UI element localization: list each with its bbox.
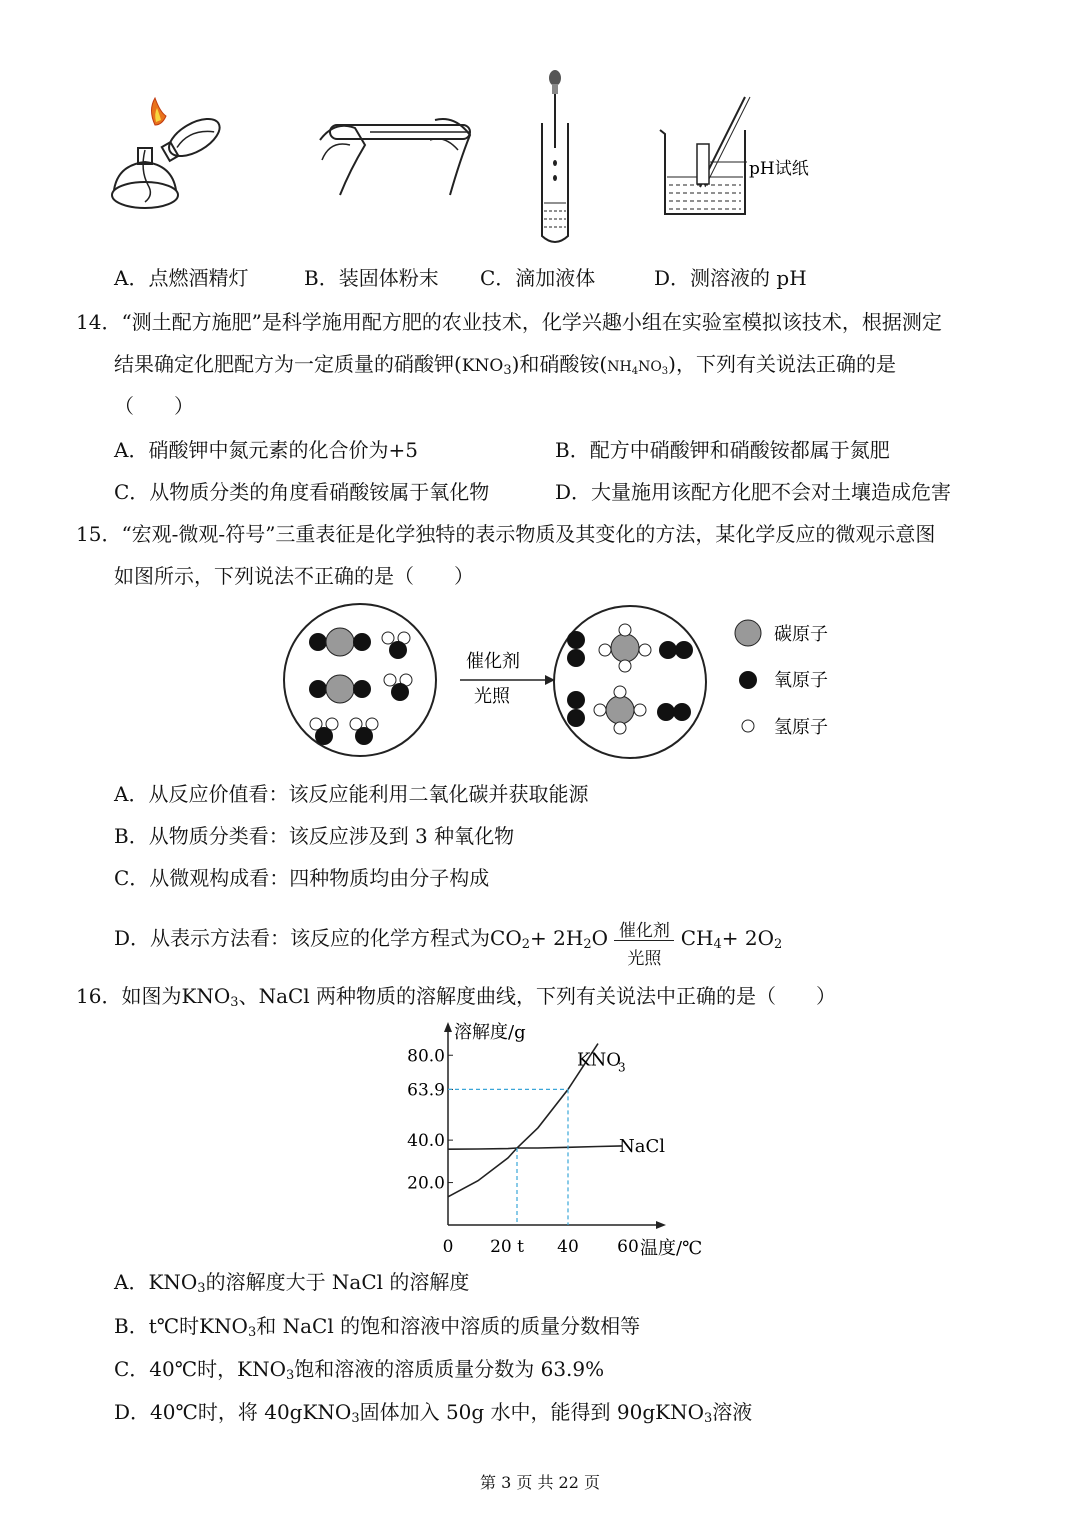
h2o-molecule xyxy=(384,674,412,701)
x-tick-label: 20 t xyxy=(490,1237,524,1257)
q13-option-a[interactable]: A．点燃酒精灯 xyxy=(114,266,249,290)
q13-option-c[interactable]: C．滴加液体 xyxy=(480,266,596,290)
legend-carbon-label: 碳原子 xyxy=(774,624,828,645)
ph-test-figure xyxy=(655,92,835,222)
o2-molecule xyxy=(567,691,585,727)
x-tick-label: 60 xyxy=(617,1237,639,1257)
co2-molecule xyxy=(309,628,371,656)
x-tick-label: 40 xyxy=(557,1237,579,1257)
o2-molecule xyxy=(659,641,693,659)
q16-option-a[interactable]: A．$KNO_3$的溶解度大于 NaCl 的溶解度 xyxy=(114,1270,470,1296)
q15-stem-line2: 如图所示，下列说法不正确的是（ ） xyxy=(114,564,474,588)
x-axis-arrow xyxy=(656,1221,666,1229)
ph-paper-label: pH试纸 xyxy=(749,159,809,179)
legend-carbon-icon xyxy=(735,620,761,646)
y-axis-arrow xyxy=(444,1022,452,1032)
series-label-nacl: NaCl xyxy=(619,1135,666,1157)
q14-option-d[interactable]: D．大量施用该配方化肥不会对土壤造成危害 xyxy=(555,480,952,504)
series-label-kno3-sub: 3 xyxy=(618,1060,626,1075)
q15-stem-line1: 15．“宏观-微观-符号”三重表征是化学独特的表示物质及其变化的方法，某化学反应的微观示意图 xyxy=(76,522,936,546)
arrow-condition-bottom: 光照 xyxy=(474,686,510,707)
legend-hydrogen-icon xyxy=(742,720,754,732)
ch4-molecule xyxy=(599,624,651,672)
q15-option-c[interactable]: C．从微观构成看：四种物质均由分子构成 xyxy=(114,866,490,890)
q14-stem-line1: 14．“测土配方施肥”是科学施用配方肥的农业技术，化学兴趣小组在实验室模拟该技术，根据测定 xyxy=(76,310,942,334)
q16-option-c[interactable]: C．40℃时，$KNO_3$饱和溶液的溶质质量分数为 63.9% xyxy=(114,1357,605,1383)
dropper-figure xyxy=(530,68,580,248)
solubility-chart xyxy=(400,1018,730,1258)
o2-molecule xyxy=(657,703,691,721)
x-axis-label: 温度/℃ xyxy=(640,1238,703,1258)
y-axis-label: 溶解度/g xyxy=(454,1022,526,1043)
y-tick-label: 80.0 xyxy=(407,1046,445,1067)
h2o-molecule xyxy=(382,632,410,659)
q14-stem-line2: 结果确定化肥配方为一定质量的硝酸钾$(KNO_3)$和硝酸铵$(NH_4NO_3)$，下列有关说法正确的是 xyxy=(114,352,896,378)
series-line-kno3 xyxy=(448,1044,598,1197)
y-tick-label: 63.9 xyxy=(407,1080,445,1101)
q14-option-b[interactable]: B．配方中硝酸钾和硝酸铵都属于氮肥 xyxy=(555,438,890,462)
arrow-condition-top: 催化剂 xyxy=(466,651,520,672)
h2o-molecule xyxy=(350,718,378,745)
series-label-kno3: KNO xyxy=(577,1049,621,1071)
legend-oxygen-icon xyxy=(739,671,757,689)
q15-option-d[interactable]: D．从表示方法看：该反应的化学方程式为$CO_2+ 2H_2O$ 催化剂 光照 $CH_4+ 2O_2$ xyxy=(114,921,783,969)
q16-stem: 16．如图为$KNO_3$、NaCl 两种物质的溶解度曲线，下列有关说法中正确的是（ ） xyxy=(76,984,837,1010)
q15-option-a[interactable]: A．从反应价值看：该反应能利用二氧化碳并获取能源 xyxy=(114,782,589,806)
page-footer: 第 3 页 共 22 页 xyxy=(480,1473,600,1492)
q14-option-c[interactable]: C．从物质分类的角度看硝酸铵属于氧化物 xyxy=(114,480,490,504)
q16-option-b[interactable]: B．t℃时$KNO_3$和 NaCl 的饱和溶液中溶质的质量分数相等 xyxy=(114,1314,641,1340)
legend-hydrogen-label: 氢原子 xyxy=(774,717,828,738)
legend-oxygen-label: 氧原子 xyxy=(774,670,828,691)
series-line-nacl xyxy=(448,1146,622,1149)
reaction-micro-diagram xyxy=(280,600,850,765)
co2-molecule xyxy=(309,675,371,703)
q13-option-b[interactable]: B．装固体粉末 xyxy=(304,266,439,290)
ch4-molecule xyxy=(594,686,646,734)
solid-powder-figure xyxy=(310,100,480,200)
o2-molecule xyxy=(567,631,585,667)
q14-option-a[interactable]: A．硝酸钾中氮元素的化合价为+5 xyxy=(114,438,418,462)
x-tick-label: 0 xyxy=(442,1237,454,1257)
q14-answer-paren: （ ） xyxy=(114,394,194,418)
q15-option-b[interactable]: B．从物质分类看：该反应涉及到 3 种氧化物 xyxy=(114,824,515,848)
q16-option-d[interactable]: D．40℃时，将 40gKNO$_3$固体加入 50g 水中，能得到 90gKNO$_3$溶液 xyxy=(114,1400,753,1426)
y-tick-label: 40.0 xyxy=(407,1131,445,1152)
y-tick-label: 20.0 xyxy=(407,1173,445,1194)
q13-option-d[interactable]: D．测溶液的 pH xyxy=(654,266,807,290)
alcohol-lamp-figure xyxy=(100,90,240,220)
